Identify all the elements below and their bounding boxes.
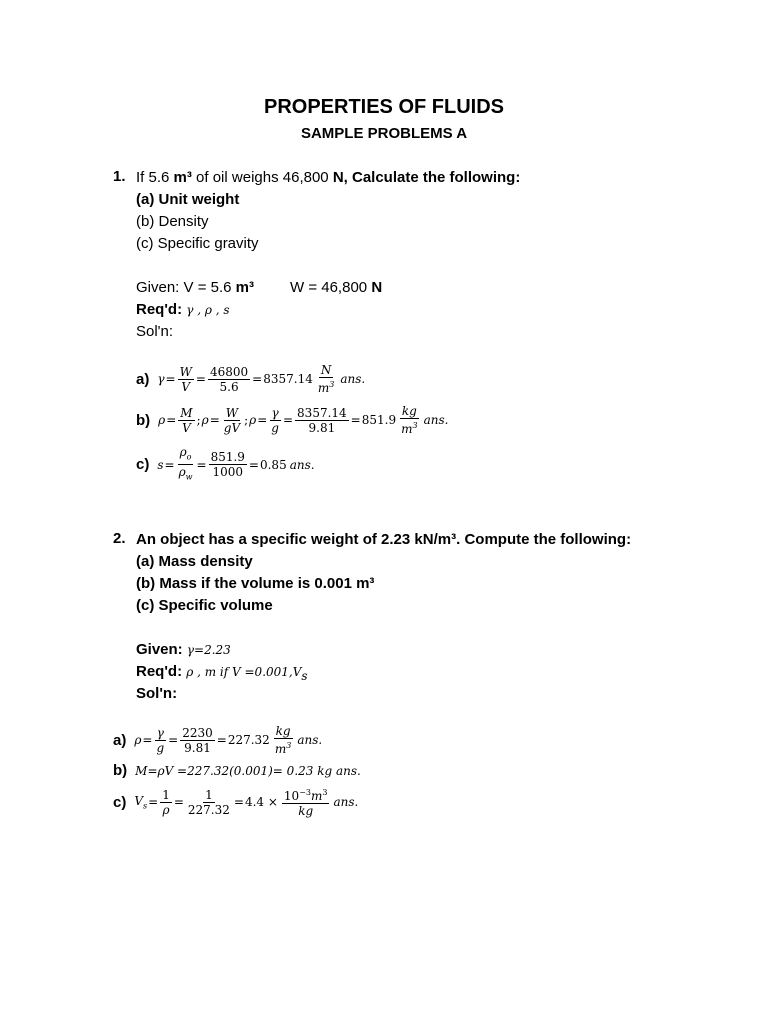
problem-1-number: 1. <box>113 168 126 185</box>
problem-1-equation-b: b) ρ = $\frac{M}{V}$ ; ρ = $\frac{W}{gV}$ ; ρ = $\frac{\gamma}{g}$ = $\frac{8357.14}{9.81}$ = 851.9 $\frac{kg}{m^3}$ ans. <box>136 404 449 436</box>
problem-2-solution-label: Sol'n: <box>136 685 178 702</box>
problem-1-given-weight: W = 46,800 N <box>290 279 383 296</box>
problem-1-item-b: (b) Density <box>136 213 209 230</box>
problem-1-required: Req'd: γ , ρ , s <box>136 301 230 318</box>
problem-2-item-a: (a) Mass density <box>136 553 253 570</box>
problem-1-equation-a: a) γ = $\frac{W}{V}$ = $\frac{46800}{5.6}$ = 8357.14 $\frac{N}{m^3}$ ans. <box>136 363 366 395</box>
problem-1-item-a: (a) Unit weight <box>136 191 240 208</box>
problem-2-number: 2. <box>113 530 126 547</box>
problem-2-item-c: (c) Specific volume <box>136 597 273 614</box>
problem-2-equation-b: b) M=ρV =227.32(0.001)= 0.23 kg ans. <box>113 762 361 779</box>
problem-1-equation-c: c) s = $\frac{\rho_o}{\rho_w}$ = $\frac{851.9}{1000}$ = 0.85 ans. <box>136 445 315 482</box>
problem-1-solution-label: Sol'n: <box>136 323 174 340</box>
page-subtitle: SAMPLE PROBLEMS A <box>300 125 468 142</box>
problem-2-required: Req'd: ρ , m if $V =0.001,V_s$ <box>136 663 308 683</box>
problem-2-question: An object has a specific weight of 2.23 kN/m³. Compute the following: <box>136 531 632 548</box>
problem-1-item-c: (c) Specific gravity <box>136 235 259 252</box>
problem-2-given: Given: γ=2.23 <box>136 641 231 658</box>
problem-2-item-b: (b) Mass if the volume is 0.001 m³ <box>136 575 375 592</box>
problem-1-question: If 5.6 m³ of oil weighs 46,800 N, Calculate the following: <box>136 169 521 186</box>
problem-1-given: Given: V = 5.6 m³ <box>136 279 254 296</box>
problem-2-equation-a: a) ρ = $\frac{\gamma}{g}$ = $\frac{2230}{9.81}$ = 227.32 $\frac{kg}{m^3}$ ans. <box>113 724 323 756</box>
page-title: PROPERTIES OF FLUIDS <box>263 96 505 118</box>
problem-2-equation-c: c) $V_s$ = $\frac{1}{\rho}$ = $\frac{1}{227.32}$ = 4.4 × $\frac{10^{-3}m^3}{kg}$ ans. <box>113 787 359 818</box>
